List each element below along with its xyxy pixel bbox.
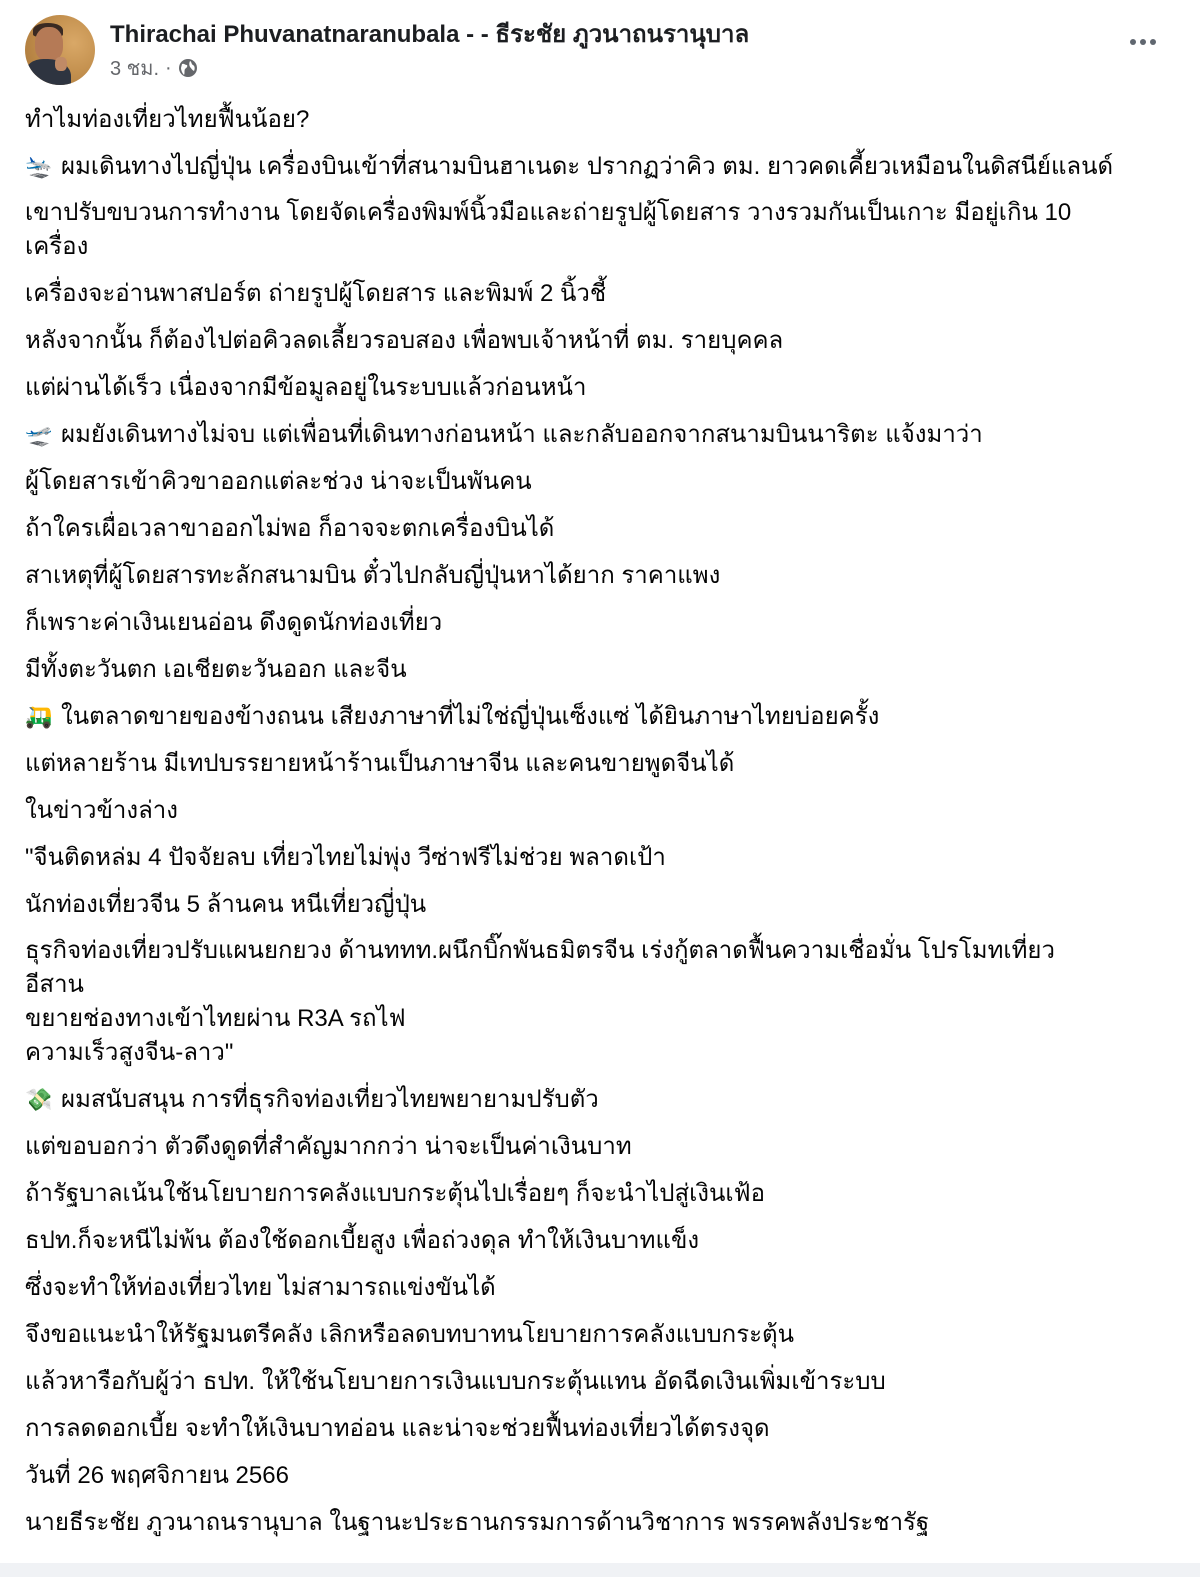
- line-text: ในข่าวข้างล่าง: [25, 796, 178, 824]
- post-line: [25, 1358, 1185, 1405]
- line-text: ในตลาดขายของข้างถนน เสียงภาษาที่ไม่ใช่ญี่ปุ่นเซ็งแซ่ ได้ยินภาษาไทยบ่อยครั้ง: [61, 702, 880, 730]
- post-line: [25, 693, 1185, 740]
- post-line: [25, 1170, 1185, 1217]
- post-line: [25, 834, 1185, 881]
- line-text: การลดดอกเบี้ย จะทำให้เงินบาทอ่อน และน่าจะช่วยฟื้นท่องเที่ยวได้ตรงจุด: [25, 1414, 770, 1442]
- line-text: ก็เพราะค่าเงินเยนอ่อน ดึงดูดนักท่องเที่ยว: [25, 608, 443, 636]
- post-date: วันที่ 26 พฤศจิกายน 2566: [25, 1461, 289, 1489]
- post-line: [25, 552, 1185, 599]
- post-line: [25, 190, 1185, 270]
- author-name[interactable]: Thirachai Phuvanatnaranubala - - ธีระชัย ภูวนาถนรานุบาล: [110, 21, 750, 48]
- line-text: แต่ขอบอกว่า ตัวดึงดูดที่สำคัญมากกว่า น่าจะเป็นค่าเงินบาท: [25, 1132, 632, 1160]
- post-line: [25, 646, 1185, 693]
- line-text: จึงขอแนะนำให้รัฐมนตรีคลัง เลิกหรือลดบทบาทนโยบายการคลังแบบกระตุ้น: [25, 1320, 794, 1348]
- line-text: สาเหตุที่ผู้โดยสารทะลักสนามบิน ตั๋วไปกลับญี่ปุ่นหาได้ยาก ราคาแพง: [25, 561, 721, 589]
- post-body: [25, 96, 1185, 1546]
- line-text: หลังจากนั้น ก็ต้องไปต่อคิวลดเลี้ยวรอบสอง เพื่อพบเจ้าหน้าที่ ตม. รายบุคคล: [25, 326, 784, 354]
- line-text: ธปท.ก็จะหนีไม่พ้น ต้องใช้ดอกเบี้ยสูง เพื่อถ่วงดุล ทำให้เงินบาทแข็ง: [25, 1226, 700, 1254]
- line-text: ถ้ารัฐบาลเน้นใช้นโยบายการคลังแบบกระตุ้นไปเรื่อยๆ ก็จะนำไปสู่เงินเฟ้อ: [25, 1179, 766, 1207]
- post-line: [25, 1452, 1185, 1499]
- more-dot-icon: [1140, 39, 1146, 45]
- line-text: ถ้าใครเผื่อเวลาขาออกไม่พอ ก็อาจจะตกเครื่องบินได้: [25, 514, 555, 542]
- feed-divider: [0, 1563, 1200, 1577]
- more-dot-icon: [1150, 39, 1156, 45]
- quoted-headline: ธุรกิจท่องเที่ยวปรับแผนยกยวง ด้านททท.ผนึกบิ๊กพันธมิตรจีน เร่งกู้ตลาดฟื้นความเชื่อมั่น โปรโมทเที่ยว: [25, 937, 1055, 964]
- avatar-hand: [55, 57, 67, 71]
- post-line: [25, 1123, 1185, 1170]
- line-text: ผมสนับสนุน การที่ธุรกิจท่องเที่ยวไทยพยายามปรับตัว: [61, 1085, 599, 1113]
- post-line: [25, 1217, 1185, 1264]
- quoted-headline: นักท่องเที่ยวจีน 5 ล้านคน หนีเที่ยวญี่ปุ่น: [25, 890, 427, 918]
- post-line: [25, 364, 1185, 411]
- author-avatar[interactable]: [25, 15, 95, 85]
- quoted-headline: ความเร็วสูงจีน-ลาว": [25, 1039, 234, 1066]
- post-line: [25, 599, 1185, 646]
- post-line: [25, 787, 1185, 834]
- quoted-headline: "จีนติดหล่ม 4 ปัจจัยลบ เที่ยวไทยไม่พุ่ง วีซ่าฟรีไม่ช่วย พลาดเป้า: [25, 843, 666, 871]
- post-line: [25, 881, 1185, 928]
- line-text: แต่ผ่านได้เร็ว เนื่องจากมีข้อมูลอยู่ในระบบแล้วก่อนหน้า: [25, 373, 587, 401]
- line-text: แต่หลายร้าน มีเทปบรรยายหน้าร้านเป็นภาษาจีน และคนขายพูดจีนได้: [25, 749, 735, 777]
- post-line: [25, 458, 1185, 505]
- quoted-headline: ขยายช่องทางเข้าไทยผ่าน R3A รถไฟ: [25, 1005, 406, 1032]
- post-heading: ทำไมท่องเที่ยวไทยฟื้นน้อย?: [25, 105, 310, 133]
- post-line: [25, 1076, 1185, 1123]
- post-line: [25, 1311, 1185, 1358]
- post-line: [25, 928, 1185, 1076]
- line-text: เครื่องจะอ่านพาสปอร์ต ถ่ายรูปผู้โดยสาร และพิมพ์ 2 นิ้วชี้: [25, 279, 607, 307]
- meta-separator: ·: [165, 56, 172, 79]
- line-text: ผมยังเดินทางไม่จบ แต่เพื่อนที่เดินทางก่อนหน้า และกลับออกจากสนามบินนาริตะ แจ้งมาว่า: [61, 420, 983, 448]
- auto-rickshaw-icon: 🛺: [25, 703, 53, 729]
- line-text: มีทั้งตะวันตก เอเชียตะวันออก และจีน: [25, 655, 407, 683]
- line-text: เครื่อง: [25, 233, 89, 260]
- post-line: [25, 270, 1185, 317]
- quoted-headline: อีสาน: [25, 971, 84, 998]
- globe-icon[interactable]: [178, 58, 198, 78]
- money-with-wings-icon: 💸: [25, 1086, 53, 1112]
- post-line: [25, 411, 1185, 458]
- more-options-button[interactable]: [1130, 32, 1162, 52]
- post-line: [25, 505, 1185, 552]
- post-signature: นายธีระชัย ภูวนาถนรานุบาล ในฐานะประธานกรรมการด้านวิชาการ พรรคพลังประชารัฐ: [25, 1508, 930, 1536]
- post-timestamp[interactable]: 3 ชม.: [110, 58, 159, 80]
- post-line: [25, 1405, 1185, 1452]
- post-meta: [110, 52, 198, 84]
- post-line: [25, 143, 1185, 190]
- airplane-arrival-icon: 🛬: [25, 153, 53, 179]
- line-text: ซึ่งจะทำให้ท่องเที่ยวไทย ไม่สามารถแข่งขันได้: [25, 1273, 496, 1301]
- line-text: แล้วหารือกับผู้ว่า ธปท. ให้ใช้นโยบายการเงินแบบกระตุ้นแทน อัดฉีดเงินเพิ่มเข้าระบบ: [25, 1367, 886, 1395]
- airplane-departure-icon: 🛫: [25, 421, 53, 447]
- line-text: ผู้โดยสารเข้าคิวขาออกแต่ละช่วง น่าจะเป็นพันคน: [25, 467, 532, 495]
- avatar-face: [35, 27, 63, 61]
- post-line: [25, 740, 1185, 787]
- line-text: เขาปรับขบวนการทำงาน โดยจัดเครื่องพิมพ์นิ้วมือและถ่ายรูปผู้โดยสาร วางรวมกันเป็นเกาะ มีอยู่เกิน 10: [25, 199, 1072, 226]
- post-line: [25, 96, 1185, 143]
- post-line: [25, 1499, 1185, 1546]
- post-line: [25, 1264, 1185, 1311]
- more-dot-icon: [1130, 39, 1136, 45]
- line-text: ผมเดินทางไปญี่ปุ่น เครื่องบินเข้าที่สนามบินฮาเนดะ ปรากฏว่าคิว ตม. ยาวคดเคี้ยวเหมือนในดิสนีย์แลนด์: [61, 152, 1114, 180]
- post-line: [25, 317, 1185, 364]
